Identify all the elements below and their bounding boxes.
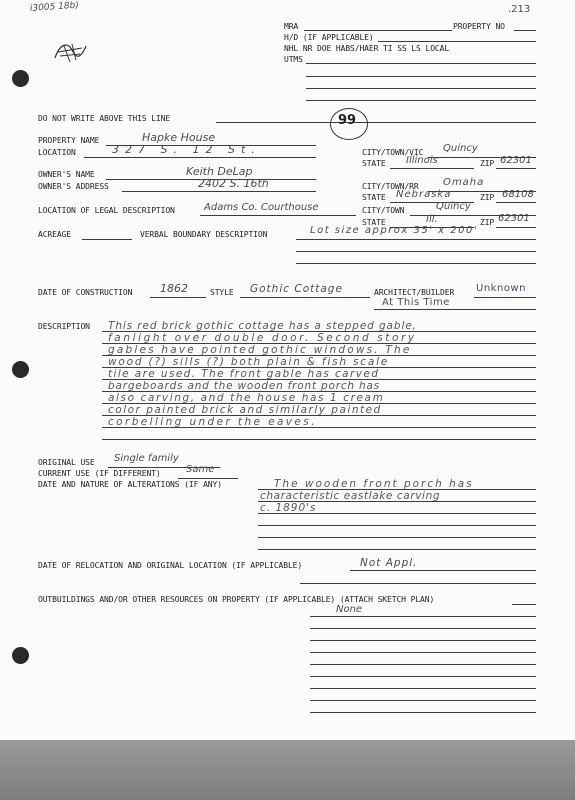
city-town-rr-label: CITY/TOWN/RR — [362, 182, 419, 191]
architect-value-line2: At This Time — [382, 297, 450, 308]
hd-label: H/D (IF APPLICABLE) — [284, 33, 374, 42]
punch-hole-top — [12, 70, 29, 87]
city-town3-value: Quincy — [436, 201, 471, 212]
legal-desc-label: LOCATION OF LEGAL DESCRIPTION — [38, 206, 175, 215]
verbal-boundary-value: Lot size approx 35' x 200' — [310, 225, 479, 236]
date-construction-value: 1862 — [160, 282, 188, 295]
do-not-write-line: DO NOT WRITE ABOVE THIS LINE — [38, 114, 171, 123]
verbal-boundary-label: VERBAL BOUNDARY DESCRIPTION — [140, 230, 268, 239]
scanner-background — [0, 740, 575, 800]
original-use-value: Single family — [114, 453, 179, 464]
description-line: also carving, and the house has 1 cream — [108, 392, 385, 404]
zip-label: ZIP — [480, 159, 495, 168]
state-value: Illinois — [406, 155, 438, 166]
location-value: 327 S. 12 St. — [112, 143, 261, 156]
architect-label: ARCHITECT/BUILDER — [374, 288, 455, 297]
owners-name-value: Keith DeLap — [186, 165, 253, 178]
description-line: This red brick gothic cottage has a stepped gable, — [108, 320, 417, 332]
scribble-mark — [50, 38, 90, 66]
description-label: DESCRIPTION — [38, 322, 90, 331]
city-town-rr-value: Omaha — [443, 177, 485, 188]
description-line: tile are used. The front gable has carved — [108, 368, 380, 380]
zip2-label: ZIP — [480, 193, 495, 202]
state2-value: Nebraska — [396, 189, 452, 200]
alterations-line: characteristic eastlake carving — [260, 490, 441, 502]
alterations-line: The wooden front porch has — [274, 478, 474, 490]
alterations-line: c. 1890's — [260, 502, 317, 514]
property-no-label: PROPERTY NO — [453, 22, 505, 31]
mra-label: MRA — [284, 22, 299, 31]
description-line: corbelling under the eaves. — [108, 416, 317, 428]
property-name-label: PROPERTY NAME — [38, 136, 100, 145]
relocation-label: DATE OF RELOCATION AND ORIGINAL LOCATION (IF APPLICABLE) — [38, 561, 303, 570]
location-label: LOCATION — [38, 148, 76, 157]
property-name-value: Hapke House — [142, 131, 216, 144]
description-line: bargeboards and the wooden front porch has — [108, 380, 380, 392]
zip3-value: 62301 — [498, 213, 530, 224]
alterations-label: DATE AND NATURE OF ALTERATIONS (IF ANY) — [38, 480, 222, 489]
city-town-vic-label: CITY/TOWN/VIC — [362, 148, 424, 157]
current-use-label: CURRENT USE (IF DIFFERENT) — [38, 469, 161, 478]
margin-note-top-right: .213 — [508, 4, 531, 15]
style-value: Gothic Cottage — [250, 283, 343, 295]
owners-address-label: OWNER'S ADDRESS — [38, 182, 109, 191]
margin-note-top-left: i3005 18b) — [29, 0, 80, 14]
state-label: STATE — [362, 159, 386, 168]
punch-hole-bottom — [12, 647, 29, 664]
current-use-value: Same — [186, 464, 215, 475]
zip-value: 62301 — [500, 155, 532, 166]
acreage-label: ACREAGE — [38, 230, 72, 239]
city-town-vic-value: Quincy — [443, 143, 478, 154]
nhl-label: NHL NR DOE HABS/HAER TI SS LS LOCAL — [284, 44, 450, 53]
state3-label: STATE — [362, 218, 386, 227]
description-line: fanlight over double door. Second story — [108, 332, 417, 344]
original-use-label: ORIGINAL USE — [38, 458, 95, 467]
style-label: STYLE — [210, 288, 234, 297]
punch-hole-middle — [12, 361, 29, 378]
state3-value: Ill. — [426, 214, 438, 225]
owners-name-label: OWNER'S NAME — [38, 170, 95, 179]
utms-label: UTMS — [284, 55, 303, 64]
relocation-value: Not Appl. — [360, 557, 418, 569]
zip3-label: ZIP — [480, 218, 495, 227]
city-town3-label: CITY/TOWN — [362, 206, 405, 215]
description-line: wood (?) sills (?) both plain & fish scale — [108, 356, 390, 368]
architect-value: Unknown — [476, 283, 526, 294]
zip2-value: 68108 — [502, 189, 534, 200]
description-line: gables have pointed gothic windows. The — [108, 344, 412, 356]
description-line: color painted brick and similarly painted — [108, 404, 382, 416]
legal-desc-value: Adams Co. Courthouse — [204, 202, 319, 213]
outbuildings-label: OUTBUILDINGS AND/OR OTHER RESOURCES ON PROPERTY (IF APPLICABLE) (ATTACH SKETCH PLAN) — [38, 595, 435, 604]
stamp-number: 99 — [338, 113, 357, 128]
date-construction-label: DATE OF CONSTRUCTION — [38, 288, 133, 297]
state2-label: STATE — [362, 193, 386, 202]
outbuildings-value: None — [336, 604, 363, 615]
owners-address-value: 2402 S. 16th — [198, 177, 269, 190]
